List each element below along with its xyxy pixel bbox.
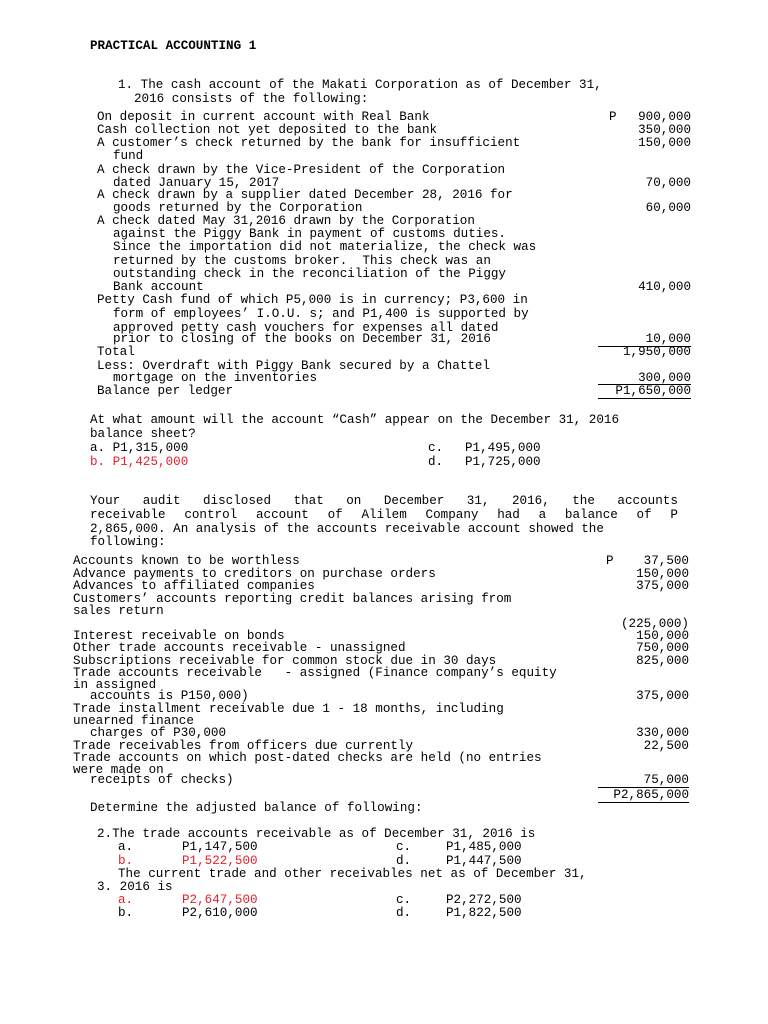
q2-row-19-label: receipts of checks) [90, 773, 234, 787]
q2-intro-line2-word-7: had [497, 508, 520, 522]
q2-row-8-label: Other trade accounts receivable - unassigned [73, 641, 406, 655]
q1-row-6-label: dated January 15, 2017 [113, 176, 280, 190]
q2-intro-line1-word-1: Your [90, 494, 121, 508]
q2-sub2-question: 2.The trade accounts receivable as of December 31, 2016 is [97, 827, 536, 841]
q1-row-17-label: approved petty cash vouchers for expenses all dated [113, 321, 499, 335]
q1-row-7-label: A check drawn by a supplier dated December 28, 2016 for [97, 188, 513, 202]
q1-row-1-label: On deposit in current account with Real Bank [97, 110, 430, 124]
q2-intro-line1-word-3: disclosed [203, 494, 272, 508]
q2-sub2-a-value: P1,147,500 [182, 840, 258, 854]
q1-choice-d-letter: d. [428, 455, 444, 469]
q2-row-3-amount: 375,000 [636, 579, 689, 593]
q1-row-21-amount: 300,000 [638, 371, 691, 385]
q1-row-10-label: against the Piggy Bank in payment of customs duties. [113, 227, 506, 241]
q2-intro-line3: 2,865,000. An analysis of the accounts receivable account showed the [90, 522, 604, 536]
q1-total-rule [598, 346, 691, 347]
q1-row-18-label: prior to closing of the books on December 31, 2016 [113, 332, 491, 346]
q2-row-11-label: in assigned [73, 678, 157, 692]
q2-row-1-amount: 37,500 [643, 554, 689, 568]
q2-intro-line2-word-11: P [670, 508, 678, 522]
q2-row-19-amount: 75,000 [643, 773, 689, 787]
q2-row-4-label: Customers’ accounts reporting credit balances arising from [73, 592, 512, 606]
q1-intro-line2: 2016 consists of the following: [134, 92, 369, 106]
q2-sub2-d-letter: d. [396, 854, 412, 868]
q2-row-16-amount: 22,500 [643, 739, 689, 753]
q2-sub3-a-value-answer: P2,647,500 [182, 893, 258, 907]
q2-row-9-amount: 825,000 [636, 654, 689, 668]
q2-intro-line1-word-8: 2016, [511, 494, 550, 508]
q2-row-7-label: Interest receivable on bonds [73, 629, 285, 643]
q2-row-14-label: unearned finance [73, 714, 194, 728]
q2-intro-line2-word-2: control [184, 508, 238, 522]
q2-intro-line2-word-8: a [538, 508, 547, 522]
q2-intro-line1-word-7: 31, [466, 494, 490, 508]
q2-sub3-question-line2: 3. 2016 is [97, 880, 173, 894]
q2-determine: Determine the adjusted balance of following: [90, 801, 423, 815]
q2-intro-line1-word-9: the [572, 494, 595, 508]
q2-intro-line1-word-4: that [293, 494, 324, 508]
q1-row-21-label: mortgage on the inventories [113, 371, 318, 385]
q2-row-2-label: Advance payments to creditors on purchase orders [73, 567, 436, 581]
q1-row-2-amount: 350,000 [638, 123, 691, 137]
q2-row-17-label: Trade accounts on which post-dated checks are held (no entries [73, 751, 542, 765]
q1-choice-a: a. P1,315,000 [90, 441, 189, 455]
q2-row-2-amount: 150,000 [636, 567, 689, 581]
q1-row-22-label: Balance per ledger [97, 384, 234, 398]
q2-intro-line2 [90, 509, 678, 522]
q1-question-line1: At what amount will the account “Cash” appear on the December 31, 2016 [90, 413, 620, 427]
q2-sub2-b-value-answer: P1,522,500 [182, 854, 258, 868]
q1-choice-d-value: P1,725,000 [465, 455, 541, 469]
q1-row-20-label: Less: Overdraft with Piggy Bank secured by a Chattel [97, 359, 490, 373]
q2-row-15-amount: 330,000 [636, 726, 689, 740]
q2-sub3-c-letter: c. [396, 893, 412, 907]
q1-row-12-label: returned by the customs broker. This check was an [113, 254, 491, 268]
q1-less-rule [598, 384, 691, 385]
q2-row-20-amount: P2,865,000 [613, 788, 689, 802]
q2-sub3-d-letter: d. [396, 906, 412, 920]
q1-balance-rule [598, 398, 691, 399]
q1-row-11-label: Since the importation did not materialize, the check was [113, 240, 537, 254]
q1-row-8-label: goods returned by the Corporation [113, 201, 363, 215]
q1-row-1-peso-sign: P [609, 110, 617, 124]
q1-row-2-label: Cash collection not yet deposited to the bank [97, 123, 438, 137]
q2-sub3-b-value: P2,610,000 [182, 906, 258, 920]
q2-row-16-label: Trade receivables from officers due currently [73, 739, 414, 753]
q2-intro-line2-word-5: Alilem [361, 508, 407, 522]
q2-sub3-question-line1: The current trade and other receivables net as of December 31, [118, 867, 587, 881]
q2-row-12-label: accounts is P150,000) [90, 689, 249, 703]
q1-row-19-label: Total [97, 345, 135, 359]
q1-row-15-label: Petty Cash fund of which P5,000 is in currency; P3,600 in [97, 293, 528, 307]
q2-row-15-label: charges of P30,000 [90, 726, 227, 740]
q2-sub2-a-letter: a. [118, 840, 134, 854]
page-title: PRACTICAL ACCOUNTING 1 [90, 39, 257, 53]
q2-sub3-a-letter-answer: a. [118, 893, 134, 907]
q2-row-10-label: Trade accounts receivable - assigned (Finance company’s equity [73, 666, 557, 680]
q2-intro-line4: following: [90, 535, 166, 549]
q1-row-8-amount: 60,000 [645, 201, 691, 215]
q2-intro-line2-word-1: receivable [90, 508, 166, 522]
q1-row-16-label: form of employees’ I.O.U. s; and P1,400 is supported by [113, 307, 529, 321]
q1-row-6-amount: 70,000 [645, 176, 691, 190]
q2-row-6-amount: (225,000) [620, 617, 689, 631]
q2-row-5-label: sales return [73, 604, 164, 618]
q2-intro-line2-word-10: of [636, 508, 652, 522]
q1-row-4-label: fund [113, 149, 144, 163]
q2-intro-line1-word-10: accounts [617, 494, 678, 508]
q2-intro-line1-word-2: audit [142, 494, 181, 508]
q1-row-3-label: A customer’s check returned by the bank for insufficient [97, 136, 521, 150]
q2-intro-line1 [90, 495, 678, 508]
q1-row-22-amount: P1,650,000 [615, 384, 691, 398]
q2-sub3-c-value: P2,272,500 [446, 893, 522, 907]
q1-row-5-label: A check drawn by the Vice-President of the Corporation [97, 163, 506, 177]
q2-intro-line2-word-9: balance [564, 508, 618, 522]
q2-row-7-amount: 150,000 [636, 629, 689, 643]
q2-total-rule [598, 787, 689, 788]
q2-row-3-label: Advances to affiliated companies [73, 579, 315, 593]
q1-question-line2: balance sheet? [90, 427, 196, 441]
q1-row-14-amount: 410,000 [638, 280, 691, 294]
q1-row-18-amount: 10,000 [645, 332, 691, 346]
q2-intro-line2-word-3: account [255, 508, 309, 522]
q2-row-13-label: Trade installment receivable due 1 - 18 months, including [73, 702, 504, 716]
q2-row-8-amount: 750,000 [636, 641, 689, 655]
q1-choice-c-value: P1,495,000 [465, 441, 541, 455]
q2-sub3-d-value: P1,822,500 [446, 906, 522, 920]
q2-intro-line1-word-5: on [346, 494, 362, 508]
q2-sub2-c-value: P1,485,000 [446, 840, 522, 854]
q2-sub2-c-letter: c. [396, 840, 412, 854]
q2-intro-line1-word-6: December [383, 494, 445, 508]
q2-row-1-peso-sign: P [606, 554, 614, 568]
q1-intro-line1: 1. The cash account of the Makati Corporation as of December 31, [118, 78, 602, 92]
q2-sub3-b-letter: b. [118, 906, 134, 920]
q1-row-19-amount: 1,950,000 [622, 345, 691, 359]
q1-row-1-amount: 900,000 [638, 110, 691, 124]
q2-row-18-label: were made on [73, 763, 164, 777]
q2-sub2-d-value: P1,447,500 [446, 854, 522, 868]
q1-choice-b-answer: b. P1,425,000 [90, 455, 189, 469]
q2-row-1-label: Accounts known to be worthless [73, 554, 300, 568]
q2-total-underline [598, 802, 689, 803]
q1-row-13-label: outstanding check in the reconciliation of the Piggy [113, 267, 506, 281]
q2-intro-line2-word-6: Company [425, 508, 479, 522]
q2-sub2-b-letter-answer: b. [118, 854, 134, 868]
q2-row-12-amount: 375,000 [636, 689, 689, 703]
q2-row-9-label: Subscriptions receivable for common stock due in 30 days [73, 654, 497, 668]
q1-row-9-label: A check dated May 31,2016 drawn by the Corporation [97, 214, 475, 228]
q1-choice-c-letter: c. [428, 441, 444, 455]
q1-row-14-label: Bank account [113, 280, 204, 294]
q2-intro-line2-word-4: of [327, 508, 343, 522]
q1-row-3-amount: 150,000 [638, 136, 691, 150]
